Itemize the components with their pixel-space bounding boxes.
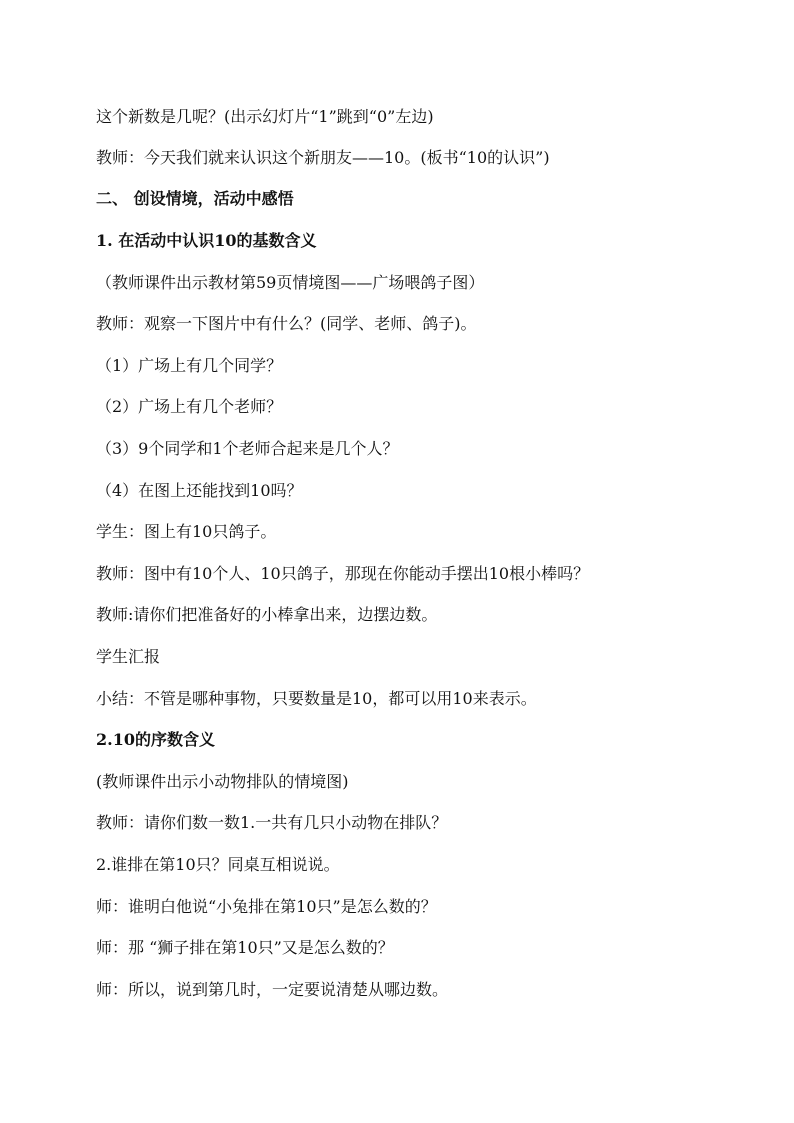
- text-line-22: 师：所以，说到第几时，一定要说清楚从哪边数。: [96, 980, 449, 999]
- text-line-17: (教师课件出示小动物排队的情境图): [96, 772, 349, 791]
- text-line-11: 学生：图上有10只鸽子。: [96, 522, 277, 541]
- text-line-21: 师：那 “狮子排在第10只”又是怎么数的？: [96, 938, 394, 957]
- question-4: （4）在图上还能找到10吗？: [96, 481, 303, 500]
- text-line-20: 师：谁明白他说“小兔排在第10只”是怎么数的？: [96, 897, 437, 916]
- text-line-12: 教师：图中有10个人、10只鸽子，那现在你能动手摆出10根小棒吗？: [96, 564, 590, 583]
- text-line-13: 教师:请你们把准备好的小棒拿出来，边摆边数。: [96, 605, 438, 624]
- summary-line: 小结：不管是哪种事物，只要数量是10，都可以用10来表示。: [96, 689, 537, 708]
- text-line-18: 教师：请你们数一数1.一共有几只小动物在排队？: [96, 813, 448, 832]
- subheading-1: 1. 在活动中认识10的基数含义: [96, 231, 317, 250]
- text-line-5: （教师课件出示教材第59页情境图——广场喂鸽子图）: [96, 273, 485, 292]
- section-heading-2: 二、 创设情境，活动中感悟: [96, 189, 294, 208]
- question-3: （3）9个同学和1个老师合起来是几个人？: [96, 439, 399, 458]
- question-2: （2）广场上有几个老师？: [96, 397, 283, 416]
- subheading-2: 2.10的序数含义: [96, 730, 215, 749]
- text-line-6: 教师：观察一下图片中有什么？(同学、老师、鸽子)。: [96, 314, 477, 333]
- text-line-19: 2.谁排在第10只？同桌互相说说。: [96, 855, 340, 874]
- text-line-1: 这个新数是几呢？(出示幻灯片“1”跳到“0”左边): [96, 107, 434, 126]
- text-line-14: 学生汇报: [96, 647, 161, 666]
- text-line-2: 教师：今天我们就来认识这个新朋友——10。(板书“10的认识”): [96, 148, 550, 167]
- question-1: （1）广场上有几个同学？: [96, 356, 283, 375]
